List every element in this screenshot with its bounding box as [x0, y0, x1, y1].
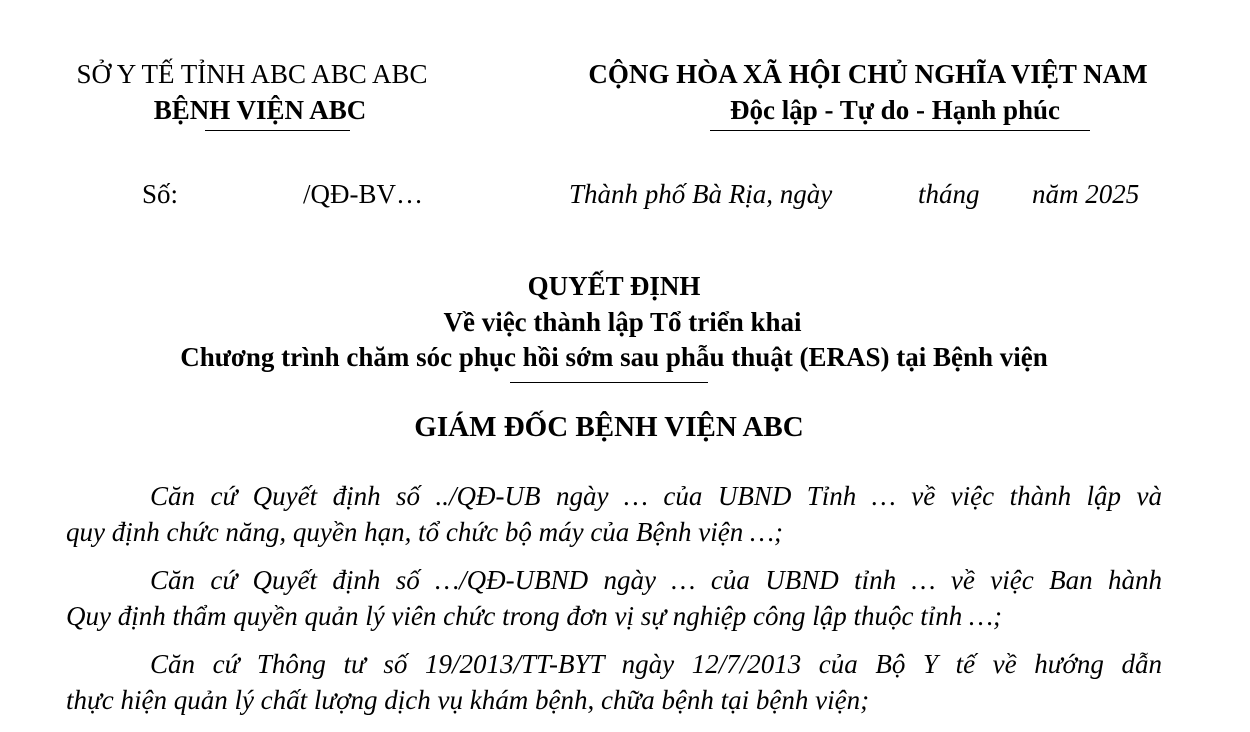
basis-1-line1: Căn cứ Quyết định số ../QĐ-UB ngày … của UBND Tỉnh … về việc thành lập và: [150, 481, 1162, 511]
hospital-name: BỆNH VIỆN ABC: [153, 95, 367, 125]
motto-underline: [710, 130, 1090, 131]
department-name: SỞ Y TẾ TỈNH ABC ABC ABC: [76, 59, 428, 89]
decision-subject-line1: Về việc thành lập Tổ triển khai: [443, 307, 802, 337]
decision-title: QUYẾT ĐỊNH: [527, 271, 701, 301]
basis-2-line2: Quy định thẩm quyền quản lý viên chức trong đơn vị sự nghiệp công lập thuộc tỉnh …;: [66, 601, 1002, 631]
subject-underline: [510, 382, 708, 383]
national-motto: Độc lập - Tự do - Hạnh phúc: [729, 95, 1061, 125]
basis-3-line2: thực hiện quản lý chất lượng dịch vụ khám bệnh, chữa bệnh tại bệnh viện;: [66, 685, 870, 715]
year-label: năm 2025: [1032, 179, 1140, 209]
decision-authority: GIÁM ĐỐC BỆNH VIỆN ABC: [414, 411, 804, 443]
number-code: /QĐ-BV…: [303, 179, 423, 209]
hospital-underline: [205, 130, 350, 131]
decision-subject-line2: Chương trình chăm sóc phục hồi sớm sau phẫu thuật (ERAS) tại Bệnh viện: [180, 342, 1048, 372]
basis-1-line2: quy định chức năng, quyền hạn, tổ chức bộ máy của Bệnh viện …;: [66, 517, 784, 547]
country-name: CỘNG HÒA XÃ HỘI CHỦ NGHĨA VIỆT NAM: [588, 59, 1148, 89]
month-label: tháng: [918, 179, 980, 209]
place-date: Thành phố Bà Rịa, ngày: [569, 179, 833, 209]
basis-2-line1: Căn cứ Quyết định số …/QĐ-UBND ngày … của UBND tỉnh … về việc Ban hành: [150, 565, 1162, 595]
number-label: Số:: [142, 179, 179, 209]
basis-3-line1: Căn cứ Thông tư số 19/2013/TT-BYT ngày 12/7/2013 của Bộ Y tế về hướng dẫn: [150, 649, 1162, 679]
